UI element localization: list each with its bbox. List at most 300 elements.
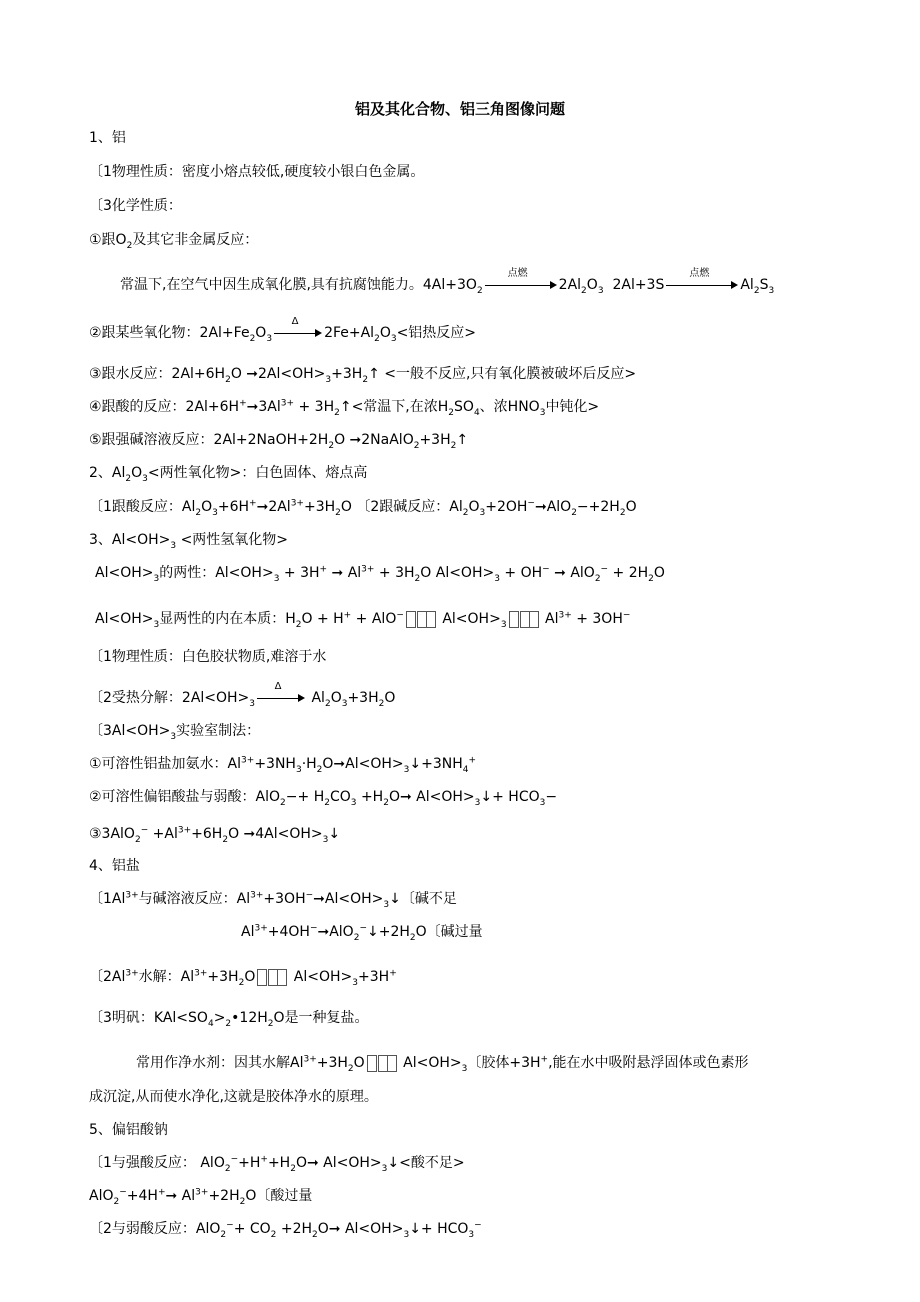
text-run: O ➞4Al<OH> xyxy=(228,826,323,842)
superscript: 3+ xyxy=(361,564,375,575)
text-run: +4H xyxy=(126,1188,158,1204)
superscript: − xyxy=(542,564,550,575)
subscript: 3 xyxy=(325,374,332,385)
text-run: ➞Al<OH> xyxy=(313,891,384,907)
text-run: +3H xyxy=(358,969,390,985)
text-run: 点燃 xyxy=(689,268,710,279)
equilibrium-symbol xyxy=(509,610,539,628)
text-run xyxy=(666,285,732,286)
text-run xyxy=(257,969,267,986)
text-run: O xyxy=(625,499,637,515)
text-run xyxy=(367,1055,377,1072)
text-run: +2H xyxy=(276,1221,313,1237)
section-1-heading xyxy=(89,128,126,148)
text-run: O xyxy=(586,277,598,293)
superscript: 3+ xyxy=(250,890,264,901)
aloh3-amphoteric xyxy=(95,563,665,583)
superscript: 3+ xyxy=(177,825,192,836)
superscript: − xyxy=(230,1154,239,1165)
text-run: + OH xyxy=(499,565,543,581)
subscript: 3 xyxy=(170,540,177,551)
subscript: 2 xyxy=(378,698,385,709)
al2o3-reactions xyxy=(89,497,637,517)
text-run: +3H xyxy=(331,366,363,382)
superscript: − xyxy=(396,610,404,621)
subscript: 2 xyxy=(225,1018,232,1029)
text-run: 〔1与强酸反应： AlO xyxy=(89,1155,225,1171)
text-run xyxy=(315,329,322,337)
superscript: 3+ xyxy=(125,968,139,979)
subscript: 2 xyxy=(267,1018,274,1029)
text-run: O〔酸过量 xyxy=(245,1188,313,1204)
text-run xyxy=(406,611,416,628)
text-run: ,能在水中吸附悬浮固体或色素形 xyxy=(548,1055,749,1071)
text-run: +3H xyxy=(303,499,336,515)
text-run: O xyxy=(255,325,267,341)
text-run: CO xyxy=(329,789,351,805)
text-run: O xyxy=(379,325,391,341)
text-run: SO xyxy=(454,399,474,415)
subscript: 2 xyxy=(270,1229,277,1240)
text-run: 〔1跟酸反应：Al xyxy=(89,499,196,515)
subscript: 3 xyxy=(142,473,148,484)
equilibrium-symbol xyxy=(257,968,287,986)
text-run: 常用作净水剂：因其水解Al xyxy=(136,1055,304,1071)
equilibrium-symbol xyxy=(367,1054,397,1072)
subscript: 3 xyxy=(249,698,256,709)
superscript: 3+ xyxy=(241,755,255,766)
subscript: 2 xyxy=(238,977,245,988)
subscript: 4 xyxy=(207,1018,214,1029)
al3-hydrolysis xyxy=(89,967,397,987)
text-run: 〔1物理性质：白色胶状物质,难溶于水 xyxy=(89,649,327,665)
superscript: − xyxy=(119,1187,127,1198)
reaction-3-water xyxy=(89,364,636,384)
text-run: +3H xyxy=(419,432,451,448)
subscript: 3 xyxy=(539,797,546,808)
text-run: 与碱溶液反应：Al xyxy=(138,891,251,907)
subscript: 2 xyxy=(125,473,132,484)
superscript: + xyxy=(260,1154,268,1165)
text-run: O➞Al<OH> xyxy=(322,756,404,772)
text-run: ➞ Al xyxy=(165,1188,196,1204)
text-run: + 3H xyxy=(294,399,335,415)
text-run: + H xyxy=(297,789,325,805)
text-run: 〔1物理性质：密度小熔点较低,硬度较小银白色金属。 xyxy=(89,164,425,180)
text-run: Al<OH> xyxy=(95,611,154,627)
subscript: 3 xyxy=(479,507,486,518)
subscript: 3 xyxy=(212,507,218,518)
subscript: 3 xyxy=(494,573,500,584)
superscript: − xyxy=(527,498,535,509)
text-run: ↑<常温下,在浓H xyxy=(339,399,449,415)
superscript: − xyxy=(309,923,318,934)
aloh3-decomposition xyxy=(89,681,396,709)
text-run: +6H xyxy=(191,826,223,842)
subscript: 3 xyxy=(350,797,357,808)
text-run: ④跟酸的反应：2Al+6H xyxy=(89,399,240,415)
al3-base-insufficient xyxy=(89,889,457,909)
reaction-arrow xyxy=(485,268,557,292)
subscript: 3 xyxy=(383,899,390,910)
naalo2-strong-acid xyxy=(89,1153,465,1173)
subscript: 2 xyxy=(413,440,420,451)
prep-method-3 xyxy=(89,824,340,844)
text-run: ③跟水反应：2Al+6H xyxy=(89,366,226,382)
superscript: + xyxy=(319,564,328,575)
superscript: − xyxy=(226,1220,234,1231)
superscript: 3+ xyxy=(194,968,208,979)
subscript: 2 xyxy=(224,1163,231,1174)
subscript: 2 xyxy=(324,797,330,808)
text-run: 〔胶体+3H xyxy=(467,1055,541,1071)
subscript: 3 xyxy=(266,333,273,344)
text-run: Al xyxy=(307,690,325,706)
superscript: 3+ xyxy=(303,1054,317,1065)
text-run: ↓<酸不足> xyxy=(387,1155,465,1171)
subscript: 2 xyxy=(290,1163,296,1174)
text-run: O➞ Al<OH> xyxy=(295,1155,382,1171)
text-run: 常温下,在空气中因生成氧化膜,具有抗腐蚀能力。4Al+3O xyxy=(120,277,477,293)
text-run: 3、Al<OH> xyxy=(89,532,171,548)
text-run: ➞2Al xyxy=(256,499,291,515)
subscript: 2 xyxy=(648,573,654,584)
text-run: ➞ AlO xyxy=(549,565,595,581)
text-run: ①跟O xyxy=(89,232,127,248)
colloid-principle xyxy=(89,1087,378,1107)
text-run: +3H xyxy=(347,690,379,706)
text-run: 2、Al xyxy=(89,465,126,481)
text-run: Al xyxy=(740,277,754,293)
subscript: 3 xyxy=(153,573,160,584)
reaction-2-thermite xyxy=(89,316,477,344)
text-run: Al xyxy=(241,924,255,940)
text-run xyxy=(485,285,551,286)
subscript: 3 xyxy=(768,285,775,296)
superscript: 3+ xyxy=(254,923,268,934)
text-run: O Al<OH> xyxy=(420,565,495,581)
text-run: − xyxy=(285,789,298,805)
reaction-1-equations xyxy=(120,268,775,296)
text-run xyxy=(387,1055,397,1072)
text-run: + AlO xyxy=(351,611,397,627)
text-run: 成沉淀,从而使水净化,这就是胶体净水的原理。 xyxy=(89,1089,378,1105)
text-run xyxy=(298,694,305,702)
superscript: 3+ xyxy=(558,610,572,621)
text-run xyxy=(529,611,539,628)
subscript: 3 xyxy=(153,619,160,630)
text-run: 〔2Al xyxy=(89,969,126,985)
text-run: +H xyxy=(267,1155,291,1171)
section-3-heading xyxy=(89,530,288,550)
subscript: 3 xyxy=(403,1229,410,1240)
text-run xyxy=(731,281,738,289)
subscript: 3 xyxy=(597,285,604,296)
subscript: 2 xyxy=(362,374,369,385)
text-run: ⑤跟强碱溶液反应：2Al+2NaOH+2H xyxy=(89,432,329,448)
text-run: +3H xyxy=(207,969,239,985)
subscript: 2 xyxy=(383,797,389,808)
subscript: 4 xyxy=(473,407,480,418)
heat-arrow xyxy=(257,681,305,705)
text-run: 2Fe+Al xyxy=(324,325,375,341)
prep-method-2 xyxy=(89,787,557,807)
text-run: +Al xyxy=(148,826,178,842)
text-run: +H xyxy=(356,789,384,805)
text-run: ➞3Al xyxy=(246,399,281,415)
text-run xyxy=(274,333,316,334)
text-run: O xyxy=(384,690,396,706)
text-run: − xyxy=(576,499,589,515)
text-run: <两性氧化物>：白色固体、熔点高 xyxy=(147,465,368,481)
text-run: O xyxy=(201,499,213,515)
text-run: 〔1Al xyxy=(89,891,126,907)
section-2-heading xyxy=(89,463,367,483)
subscript: 3 xyxy=(381,1163,388,1174)
reaction-arrow xyxy=(666,268,738,292)
text-run xyxy=(257,698,299,699)
section-4-heading xyxy=(89,856,140,876)
text-run: O〔碱过量 xyxy=(415,924,483,940)
naalo2-weak-acid xyxy=(89,1219,482,1239)
text-run: Δ xyxy=(291,316,299,327)
superscript: 3+ xyxy=(290,498,304,509)
prep-method-1 xyxy=(89,754,476,774)
al3-base-excess xyxy=(241,922,483,942)
subscript: 2 xyxy=(462,507,469,518)
text-run: +6H xyxy=(217,499,250,515)
superscript: − xyxy=(600,564,609,575)
subscript: 3 xyxy=(322,834,329,845)
superscript: 3+ xyxy=(195,1187,209,1198)
text-run: <两性氢氧化物> xyxy=(176,532,289,548)
equilibrium-symbol xyxy=(406,610,436,628)
text-run: AlO xyxy=(89,1188,114,1204)
reaction-1-heading xyxy=(89,230,258,250)
subscript: 2 xyxy=(581,285,587,296)
text-run: Δ xyxy=(274,681,282,692)
subscript: 2 xyxy=(280,797,286,808)
aloh3-equilibrium xyxy=(95,609,630,629)
subscript: 2 xyxy=(324,698,331,709)
text-run: ①可溶性铝盐加氨水：Al xyxy=(89,756,242,772)
superscript: + xyxy=(468,755,477,766)
superscript: 3+ xyxy=(125,890,139,901)
text-run: 〔3化学性质： xyxy=(89,198,182,214)
text-run: + 3OH xyxy=(571,611,623,627)
text-run: 2Al+3S xyxy=(612,277,665,293)
text-run: ·H xyxy=(301,756,317,772)
subscript: 3 xyxy=(341,698,348,709)
subscript: 2 xyxy=(448,407,455,418)
aloh3-physical xyxy=(89,647,326,667)
superscript: + xyxy=(540,1054,549,1065)
text-run xyxy=(550,281,557,289)
text-run: 〔3Al<OH> xyxy=(89,723,171,739)
text-run: 、浓HNO xyxy=(479,399,540,415)
superscript: + xyxy=(343,610,352,621)
text-run: − xyxy=(545,789,558,805)
text-run: 4、铝盐 xyxy=(89,858,140,874)
subscript: 2 xyxy=(239,1196,246,1207)
superscript: + xyxy=(389,968,397,979)
subscript: 2 xyxy=(334,407,340,418)
text-run: O 〔2跟碱反应：Al xyxy=(340,499,463,515)
subscript: 2 xyxy=(195,507,202,518)
text-run: +3OH xyxy=(263,891,306,907)
text-run: +3NH xyxy=(254,756,296,772)
text-run: ➞AlO xyxy=(317,924,354,940)
text-run: O xyxy=(330,690,342,706)
text-run: O ➞2NaAlO xyxy=(334,432,414,448)
subscript: 2 xyxy=(476,285,483,296)
text-run: ↑ xyxy=(456,432,469,448)
text-run: 2Al xyxy=(558,277,582,293)
superscript: + xyxy=(239,398,247,409)
text-run: <铝热反应> xyxy=(396,325,477,341)
subscript: 2 xyxy=(409,932,416,943)
text-run: ➞AlO xyxy=(534,499,572,515)
subscript: 2 xyxy=(594,573,601,584)
subscript: 3 xyxy=(461,1063,468,1074)
text-run: Al xyxy=(540,611,559,627)
text-run: + 2H xyxy=(608,565,649,581)
text-run: ↓+ HCO xyxy=(409,1221,469,1237)
subscript: 2 xyxy=(295,619,302,630)
text-run: + 3H xyxy=(374,565,415,581)
subscript: 2 xyxy=(374,333,380,344)
text-run: +3H xyxy=(316,1055,348,1071)
text-run: O xyxy=(353,1055,365,1071)
superscript: + xyxy=(249,498,257,509)
text-run: O是一种复盐。 xyxy=(273,1010,369,1026)
text-run: O xyxy=(131,465,143,481)
subscript: 3 xyxy=(295,764,302,775)
superscript: − xyxy=(140,825,149,836)
section-5-heading xyxy=(89,1120,168,1140)
subscript: 2 xyxy=(414,573,421,584)
subscript: 2 xyxy=(328,440,335,451)
reaction-4-acid xyxy=(89,397,599,417)
heat-arrow xyxy=(274,316,322,340)
text-run: 点燃 xyxy=(507,268,528,279)
text-run: 实验室制法： xyxy=(176,723,261,739)
text-run: ↓ xyxy=(328,826,341,842)
subscript: 3 xyxy=(500,619,507,630)
subscript: 2 xyxy=(220,1229,227,1240)
subscript: 2 xyxy=(312,1229,318,1240)
text-run: Al<OH> xyxy=(437,611,501,627)
subscript: 4 xyxy=(462,764,469,775)
subscript: 2 xyxy=(222,834,229,845)
text-run: ➞ Al xyxy=(327,565,362,581)
text-run: ②可溶性偏铝酸盐与弱酸：AlO xyxy=(89,789,281,805)
al-physical-properties xyxy=(89,162,424,182)
subscript: 3 xyxy=(403,764,410,775)
subscript: 3 xyxy=(539,407,546,418)
text-run xyxy=(426,611,436,628)
text-run: 及其它非金属反应： xyxy=(132,232,259,248)
text-run: 中钝化> xyxy=(545,399,600,415)
subscript: 2 xyxy=(113,1196,120,1207)
subscript: 2 xyxy=(450,440,457,451)
superscript: − xyxy=(359,923,367,934)
text-run: 〔3明矾：KAl<SO xyxy=(89,1010,208,1026)
text-run: + 3H xyxy=(279,565,320,581)
text-run: +2H xyxy=(588,499,620,515)
text-run: 的两性：Al<OH> xyxy=(159,565,274,581)
text-run: 水解：Al xyxy=(138,969,195,985)
text-run: + CO xyxy=(233,1221,271,1237)
subscript: 2 xyxy=(249,333,256,344)
alum-formula xyxy=(89,1008,369,1028)
superscript: − xyxy=(474,1220,482,1231)
text-run: O + H xyxy=(301,611,344,627)
subscript: 3 xyxy=(352,977,359,988)
text-run: 1、铝 xyxy=(89,130,126,146)
text-run: 5、偏铝酸钠 xyxy=(89,1122,168,1138)
subscript: 3 xyxy=(468,1229,475,1240)
text-run: 〔2与弱酸反应：AlO xyxy=(89,1221,221,1237)
text-run: ↓+ HCO xyxy=(480,789,540,805)
subscript: 2 xyxy=(347,1063,354,1074)
text-run: ↓〔碱不足 xyxy=(389,891,457,907)
text-run: O➞ Al<OH> xyxy=(317,1221,404,1237)
superscript: 3+ xyxy=(280,398,295,409)
alum-water-purification xyxy=(136,1053,749,1073)
text-run xyxy=(277,969,287,986)
text-run: +4OH xyxy=(267,924,310,940)
text-run: +2H xyxy=(208,1188,240,1204)
text-run: ③3AlO xyxy=(89,826,135,842)
subscript: 3 xyxy=(170,731,177,742)
text-run: ↓+2H xyxy=(366,924,410,940)
text-run: +H xyxy=(238,1155,261,1171)
al-chemical-properties xyxy=(89,196,182,216)
subscript: 2 xyxy=(619,507,626,518)
text-run: O ➞2Al<OH> xyxy=(230,366,326,382)
text-run: 〔2受热分解：2Al<OH> xyxy=(89,690,250,706)
text-run: 显两性的内在本质：H xyxy=(159,611,296,627)
text-run: O xyxy=(244,969,256,985)
text-run: S xyxy=(759,277,769,293)
subscript: 2 xyxy=(134,834,141,845)
subscript: 2 xyxy=(571,507,577,518)
reaction-5-base xyxy=(89,430,468,450)
text-run: Al<OH> xyxy=(398,1055,462,1071)
text-run: O➞ Al<OH> xyxy=(388,789,475,805)
subscript: 2 xyxy=(316,764,323,775)
superscript: + xyxy=(157,1187,166,1198)
subscript: 2 xyxy=(335,507,341,518)
text-run: ↑ <一般不反应,只有氧化膜被破坏后反应> xyxy=(368,366,637,382)
text-run: ②跟某些氧化物：2Al+Fe xyxy=(89,325,250,341)
page-title: 铝及其化合物、铝三角图像问题 xyxy=(354,100,565,118)
text-run: O xyxy=(653,565,665,581)
subscript: 2 xyxy=(753,285,760,296)
text-run: Al<OH> xyxy=(289,969,353,985)
superscript: − xyxy=(305,890,314,901)
text-run: +2OH xyxy=(485,499,528,515)
subscript: 2 xyxy=(353,932,360,943)
aloh3-preparation xyxy=(89,721,260,741)
text-run: > xyxy=(213,1010,226,1026)
text-run: ↓+3NH xyxy=(409,756,463,772)
subscript: 3 xyxy=(273,573,280,584)
subscript: 2 xyxy=(225,374,231,385)
text-run: •12H xyxy=(231,1010,268,1026)
text-run: Al<OH> xyxy=(95,565,154,581)
